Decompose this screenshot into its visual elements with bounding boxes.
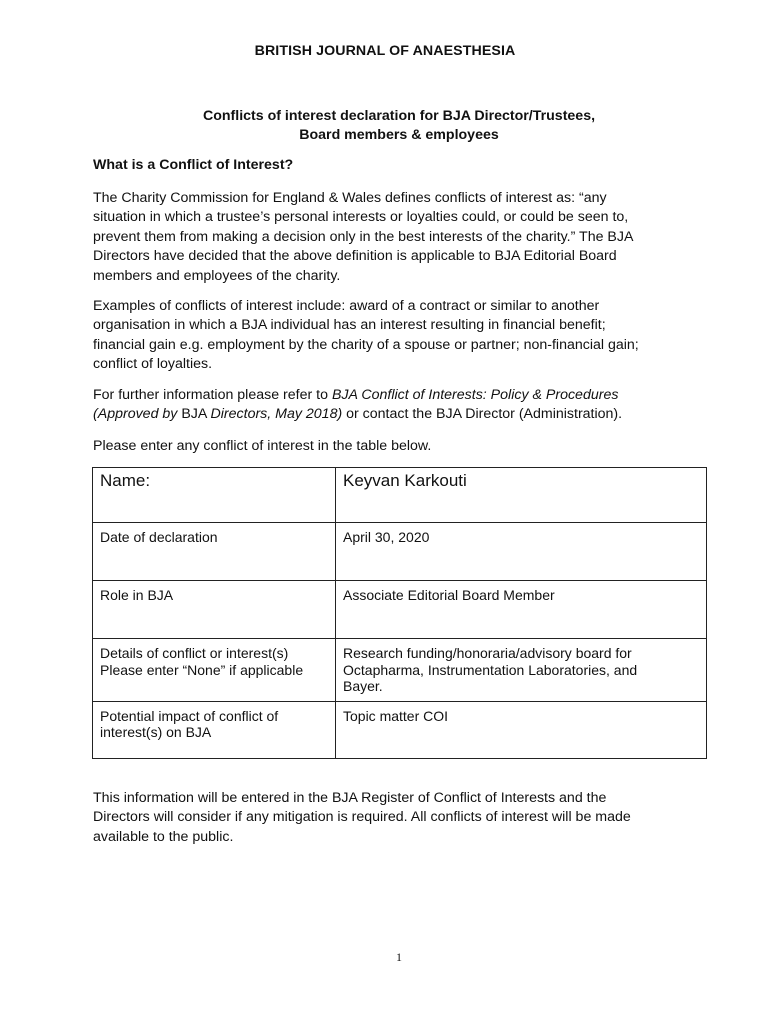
- journal-name: BRITISH JOURNAL OF ANAESTHESIA: [254, 43, 516, 59]
- document-title-line-1: Conflicts of interest declaration for BJA Director/Trustees,: [202, 108, 596, 124]
- details-value[interactable]: [336, 639, 707, 702]
- paragraph-line: members and employees of the charity.: [93, 267, 341, 284]
- paragraph-line: Directors have decided that the above definition is applicable to BJA Editorial Board: [93, 248, 617, 265]
- name-value[interactable]: Keyvan Karkouti: [336, 468, 707, 523]
- further-info-paragraph: [93, 386, 713, 425]
- date-value[interactable]: April 30, 2020: [336, 523, 707, 581]
- paragraph-line: The Charity Commission for England & Wales defines conflicts of interest as: “any: [93, 190, 607, 206]
- impact-value[interactable]: Topic matter COI: [336, 701, 707, 758]
- name-label: Name:: [93, 468, 336, 523]
- further-info-suffix: or contact the BJA Director (Administration).: [342, 406, 623, 423]
- page-number: 1: [396, 950, 402, 964]
- details-value-line: Octapharma, Instrumentation Laboratories, and: [343, 661, 638, 678]
- paragraph-line: conflict of loyalties.: [93, 356, 213, 373]
- closing-paragraph: [93, 789, 713, 847]
- policy-approved-by: (Approved by: [93, 406, 178, 423]
- policy-reference-title: BJA Conflict of Interests: Policy & Procedures: [331, 387, 619, 403]
- paragraph-line: Directors will consider if any mitigation is required. All conflicts of interest will be made: [93, 809, 631, 826]
- details-label-line: Details of conflict or interest(s): [100, 645, 289, 661]
- conflict-of-interest-table: [92, 467, 707, 759]
- paragraph-line: prevent them from making a decision only in the best interests of the charity.” The BJA: [93, 228, 634, 245]
- table-row: [93, 468, 707, 523]
- details-value-line: Bayer.: [343, 678, 383, 694]
- paragraph-line: financial gain e.g. employment by the charity of a spouse or partner; non-financial gain;: [93, 336, 639, 353]
- instruction-paragraph: Please enter any conflict of interest in the table below.: [93, 438, 432, 454]
- impact-label: [93, 701, 336, 758]
- policy-bja: BJA: [177, 406, 211, 423]
- examples-paragraph: [93, 297, 713, 375]
- paragraph-line: available to the public.: [93, 828, 234, 845]
- details-value-line: Research funding/honoraria/advisory board for: [343, 645, 632, 661]
- impact-label-line: Potential impact of conflict of: [100, 707, 279, 724]
- paragraph-line: Examples of conflicts of interest include: award of a contract or similar to another: [93, 298, 600, 314]
- table-row: [93, 523, 707, 581]
- role-label: Role in BJA: [93, 581, 336, 639]
- document-title: [0, 107, 770, 145]
- role-value[interactable]: Associate Editorial Board Member: [336, 581, 707, 639]
- date-label: Date of declaration: [93, 523, 336, 581]
- document-title-line-2: Board members & employees: [299, 127, 499, 143]
- table-row: [93, 581, 707, 639]
- further-info-prefix: For further information please refer to: [93, 387, 332, 403]
- paragraph-line: organisation in which a BJA individual has an interest resulting in financial benefit;: [93, 317, 606, 334]
- paragraph-line: situation in which a trustee’s personal interests or loyalties could, or could be seen to,: [93, 209, 629, 226]
- details-label-line: Please enter “None” if applicable: [100, 661, 304, 678]
- paragraph-line: This information will be entered in the BJA Register of Conflict of Interests and the: [93, 790, 607, 806]
- details-label: [93, 639, 336, 702]
- table-row: [93, 701, 707, 758]
- definition-paragraph: [93, 189, 713, 286]
- policy-approval-date: Directors, May 2018): [210, 406, 343, 423]
- table-row: [93, 639, 707, 702]
- impact-label-line: interest(s) on BJA: [100, 724, 212, 740]
- paragraph-line: [93, 386, 713, 405]
- section-heading: What is a Conflict of Interest?: [93, 157, 294, 173]
- paragraph-line: [93, 405, 713, 424]
